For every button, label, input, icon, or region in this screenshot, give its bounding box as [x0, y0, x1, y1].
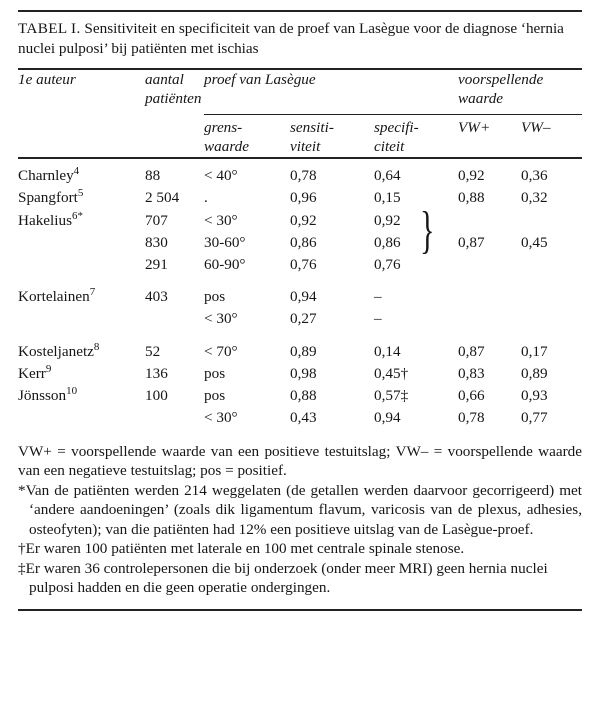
cell-grenswaarde: < 40°: [204, 167, 238, 185]
header-patients-line2: patiënten: [145, 89, 202, 107]
table-row: [18, 407, 582, 429]
span-rule-lasegue: [204, 108, 458, 119]
cell-vw-minus: 0,17: [521, 342, 548, 360]
cell-vw-minus: [521, 254, 582, 276]
cell-author: [18, 254, 145, 276]
header-group-row: [18, 70, 582, 109]
table-row: [18, 341, 582, 363]
cell-grenswaarde: < 30°: [204, 310, 238, 328]
cell-author: [18, 187, 145, 209]
cell-sensitiviteit: 0,78: [290, 167, 317, 185]
sensitivity-specificity-table-body: [18, 159, 582, 429]
table-top-rule: [18, 10, 582, 12]
header-sensitiviteit-line1: sensiti-: [290, 119, 334, 137]
cell-sensitiviteit: 0,89: [290, 342, 317, 360]
cell-grenswaarde: pos: [204, 364, 226, 382]
table-row: [18, 159, 582, 187]
author-ref: 8: [93, 340, 100, 353]
cell-vw-minus: 0,77: [521, 409, 548, 427]
span-rule-empty-patients: [145, 108, 204, 119]
table-caption-label: TABEL I.: [18, 20, 81, 37]
cell-vw-plus: 0,87: [458, 233, 485, 251]
header-span-rule-row: [18, 108, 582, 119]
table-caption: [18, 19, 582, 59]
header-group-predictive-line2: waarde: [458, 89, 504, 107]
cell-vw-plus: [458, 254, 521, 276]
cell-patients: [145, 308, 204, 330]
header-vw-minus: VW–: [521, 119, 551, 137]
cell-vw-plus: [458, 308, 521, 330]
cell-author: [18, 159, 145, 187]
cell-specificiteit: –: [374, 310, 382, 328]
table-row: [18, 232, 582, 254]
cell-grenswaarde: < 70°: [204, 342, 238, 360]
cell-vw-plus: [458, 210, 521, 232]
header-group-predictive: [458, 70, 582, 109]
author-name: Kerr: [18, 364, 46, 382]
cell-vw-plus: 0,78: [458, 409, 485, 427]
cell-vw-minus: 0,89: [521, 364, 548, 382]
header-patients-line1: aantal: [145, 70, 184, 88]
cell-vw-minus: [521, 308, 582, 330]
author-ref: 6*: [72, 209, 83, 222]
header-grenswaarde-line2: waarde: [204, 138, 249, 156]
header-sub-row: [18, 119, 582, 157]
author-name: Kosteljanetz: [18, 342, 94, 360]
cell-author: [18, 232, 145, 254]
cell-vw-minus: 0,32: [521, 189, 548, 207]
cell-grenswaarde: .: [204, 189, 208, 207]
cell-grenswaarde: < 30°: [204, 211, 238, 229]
header-sub-empty-patients: [145, 119, 204, 157]
footnote-dagger: †Er waren 100 patiënten met laterale en 100 met centrale spinale stenose.: [18, 540, 465, 558]
cell-author: [18, 407, 145, 429]
cell-sensitiviteit: 0,98: [290, 364, 317, 382]
cell-sensitiviteit: 0,88: [290, 387, 317, 405]
table-row: [18, 363, 582, 385]
header-author: 1e auteur: [18, 70, 76, 88]
specificiteit-value: 0,92: [374, 211, 401, 229]
cell-patients: 136: [145, 364, 168, 382]
cell-patients: 707: [145, 211, 168, 229]
cell-patients: 403: [145, 288, 168, 306]
cell-grenswaarde: 30-60°: [204, 233, 246, 251]
cell-vw-minus: 0,93: [521, 387, 548, 405]
author-ref: 10: [66, 385, 78, 397]
cell-author: [18, 308, 145, 330]
cell-vw-plus: 0,83: [458, 364, 485, 382]
header-group-predictive-line1: voorspellende: [458, 70, 544, 88]
cell-patients: 830: [145, 233, 168, 251]
cell-patients: 2 504: [145, 189, 180, 207]
table-row: [18, 286, 582, 308]
cell-specificiteit: 0,76: [374, 255, 401, 273]
cell-sensitiviteit: 0,76: [290, 255, 317, 273]
header-patients: [145, 70, 204, 109]
cell-sensitiviteit: 0,92: [290, 211, 317, 229]
cell-vw-plus: [458, 286, 521, 308]
table-caption-text: Sensitiviteit en specificiteit van de proef van Lasègue voor de diagnose ‘hernia nuclei pulposi’ bij patiënten met ischias: [18, 20, 564, 57]
header-specificiteit: [374, 119, 458, 157]
author-name: Spangfort: [18, 189, 78, 207]
cell-vw-minus: 0,45: [521, 233, 548, 251]
author-ref: 4: [73, 165, 80, 178]
cell-sensitiviteit: 0,43: [290, 409, 317, 427]
cell-author: [18, 385, 145, 407]
cell-author: [18, 341, 145, 363]
cell-grenswaarde: 60-90°: [204, 255, 246, 273]
header-specificiteit-line1: specifi-: [374, 119, 419, 137]
header-vw-plus: VW+: [458, 119, 491, 137]
table-footnotes: [18, 442, 582, 598]
author-name: Hakelius: [18, 211, 72, 229]
table-row: [18, 254, 582, 276]
row-gap: [18, 331, 582, 341]
cell-specificiteit: 0,14: [374, 342, 401, 360]
cell-vw-plus: 0,66: [458, 387, 485, 405]
cell-vw-minus: [521, 210, 582, 232]
cell-patients: 100: [145, 387, 168, 405]
table-row: [18, 187, 582, 209]
author-name: Kortelainen: [18, 288, 90, 306]
cell-patients: 291: [145, 255, 168, 273]
span-rule-predictive: [458, 108, 582, 119]
cell-vw-minus: [521, 286, 582, 308]
table-head: [18, 70, 582, 158]
header-specificiteit-line2: citeit: [374, 138, 405, 156]
author-name: Charnley: [18, 167, 74, 185]
cell-patients: [145, 407, 204, 429]
row-gap: [18, 276, 582, 286]
cell-author: [18, 210, 145, 232]
footnote-abbreviations: VW+ = voorspellende waarde van een positieve testuitslag; VW– = voorspellende waarde van een negatieve testuitslag; pos = positief.: [18, 442, 582, 480]
cell-vw-plus: 0,88: [458, 189, 485, 207]
cell-specificiteit: 0,86: [374, 233, 401, 251]
table-bottom-rule: [18, 609, 582, 611]
group-brace-icon: }: [420, 201, 435, 259]
header-grenswaarde-line1: grens-: [204, 119, 243, 137]
cell-specificiteit: 0,64: [374, 167, 401, 185]
footnote-double-dagger: ‡Er waren 36 controlepersonen die bij onderzoek (onder meer MRI) geen hernia nuclei pulposi hadden en die geen operatie ondergingen.: [18, 559, 548, 597]
footnote-asterisk: *Van de patiënten werden 214 weggelaten (de getallen werden daarvoor gecorrigeerd) met ‘andere aandoeningen’ (zoals dik ligamentum flavum, varicosis van de plexus, adhesies, osteofyten); van die patiënten had 12% een positieve uitslag van de Lasègue-proef.: [18, 481, 582, 538]
cell-grenswaarde: pos: [204, 387, 226, 405]
sensitivity-specificity-table: [18, 70, 582, 158]
cell-specificiteit: 0,57‡: [374, 387, 409, 405]
table-body: [18, 159, 582, 429]
header-sensitiviteit-line2: viteit: [290, 138, 321, 156]
cell-author: [18, 363, 145, 385]
cell-author: [18, 286, 145, 308]
cell-specificiteit: 0,45†: [374, 364, 409, 382]
table-row: [18, 210, 582, 232]
header-sensitiviteit: [290, 119, 374, 157]
author-ref: 5: [77, 187, 84, 200]
table-row: [18, 385, 582, 407]
author-ref: 7: [89, 286, 96, 299]
cell-grenswaarde: pos: [204, 288, 226, 306]
header-grenswaarde: [204, 119, 290, 157]
cell-vw-minus: 0,36: [521, 167, 548, 185]
header-group-lasegue: proef van Lasègue: [204, 70, 316, 88]
table-figure: [0, 10, 600, 721]
span-rule-empty-author: [18, 108, 145, 119]
author-name: Jönsson: [18, 387, 67, 405]
header-sub-empty-author: [18, 119, 145, 157]
cell-specificiteit: –: [374, 288, 382, 306]
cell-sensitiviteit: 0,27: [290, 310, 317, 328]
cell-sensitiviteit: 0,86: [290, 233, 317, 251]
cell-patients: 88: [145, 167, 161, 185]
cell-vw-plus: 0,92: [458, 167, 485, 185]
cell-vw-plus: 0,87: [458, 342, 485, 360]
cell-sensitiviteit: 0,94: [290, 288, 317, 306]
cell-sensitiviteit: 0,96: [290, 189, 317, 207]
author-ref: 9: [45, 362, 52, 375]
cell-patients: 52: [145, 342, 161, 360]
cell-grenswaarde: < 30°: [204, 409, 238, 427]
cell-specificiteit: 0,15: [374, 189, 401, 207]
table-row: [18, 308, 582, 330]
cell-specificiteit: 0,94: [374, 409, 401, 427]
